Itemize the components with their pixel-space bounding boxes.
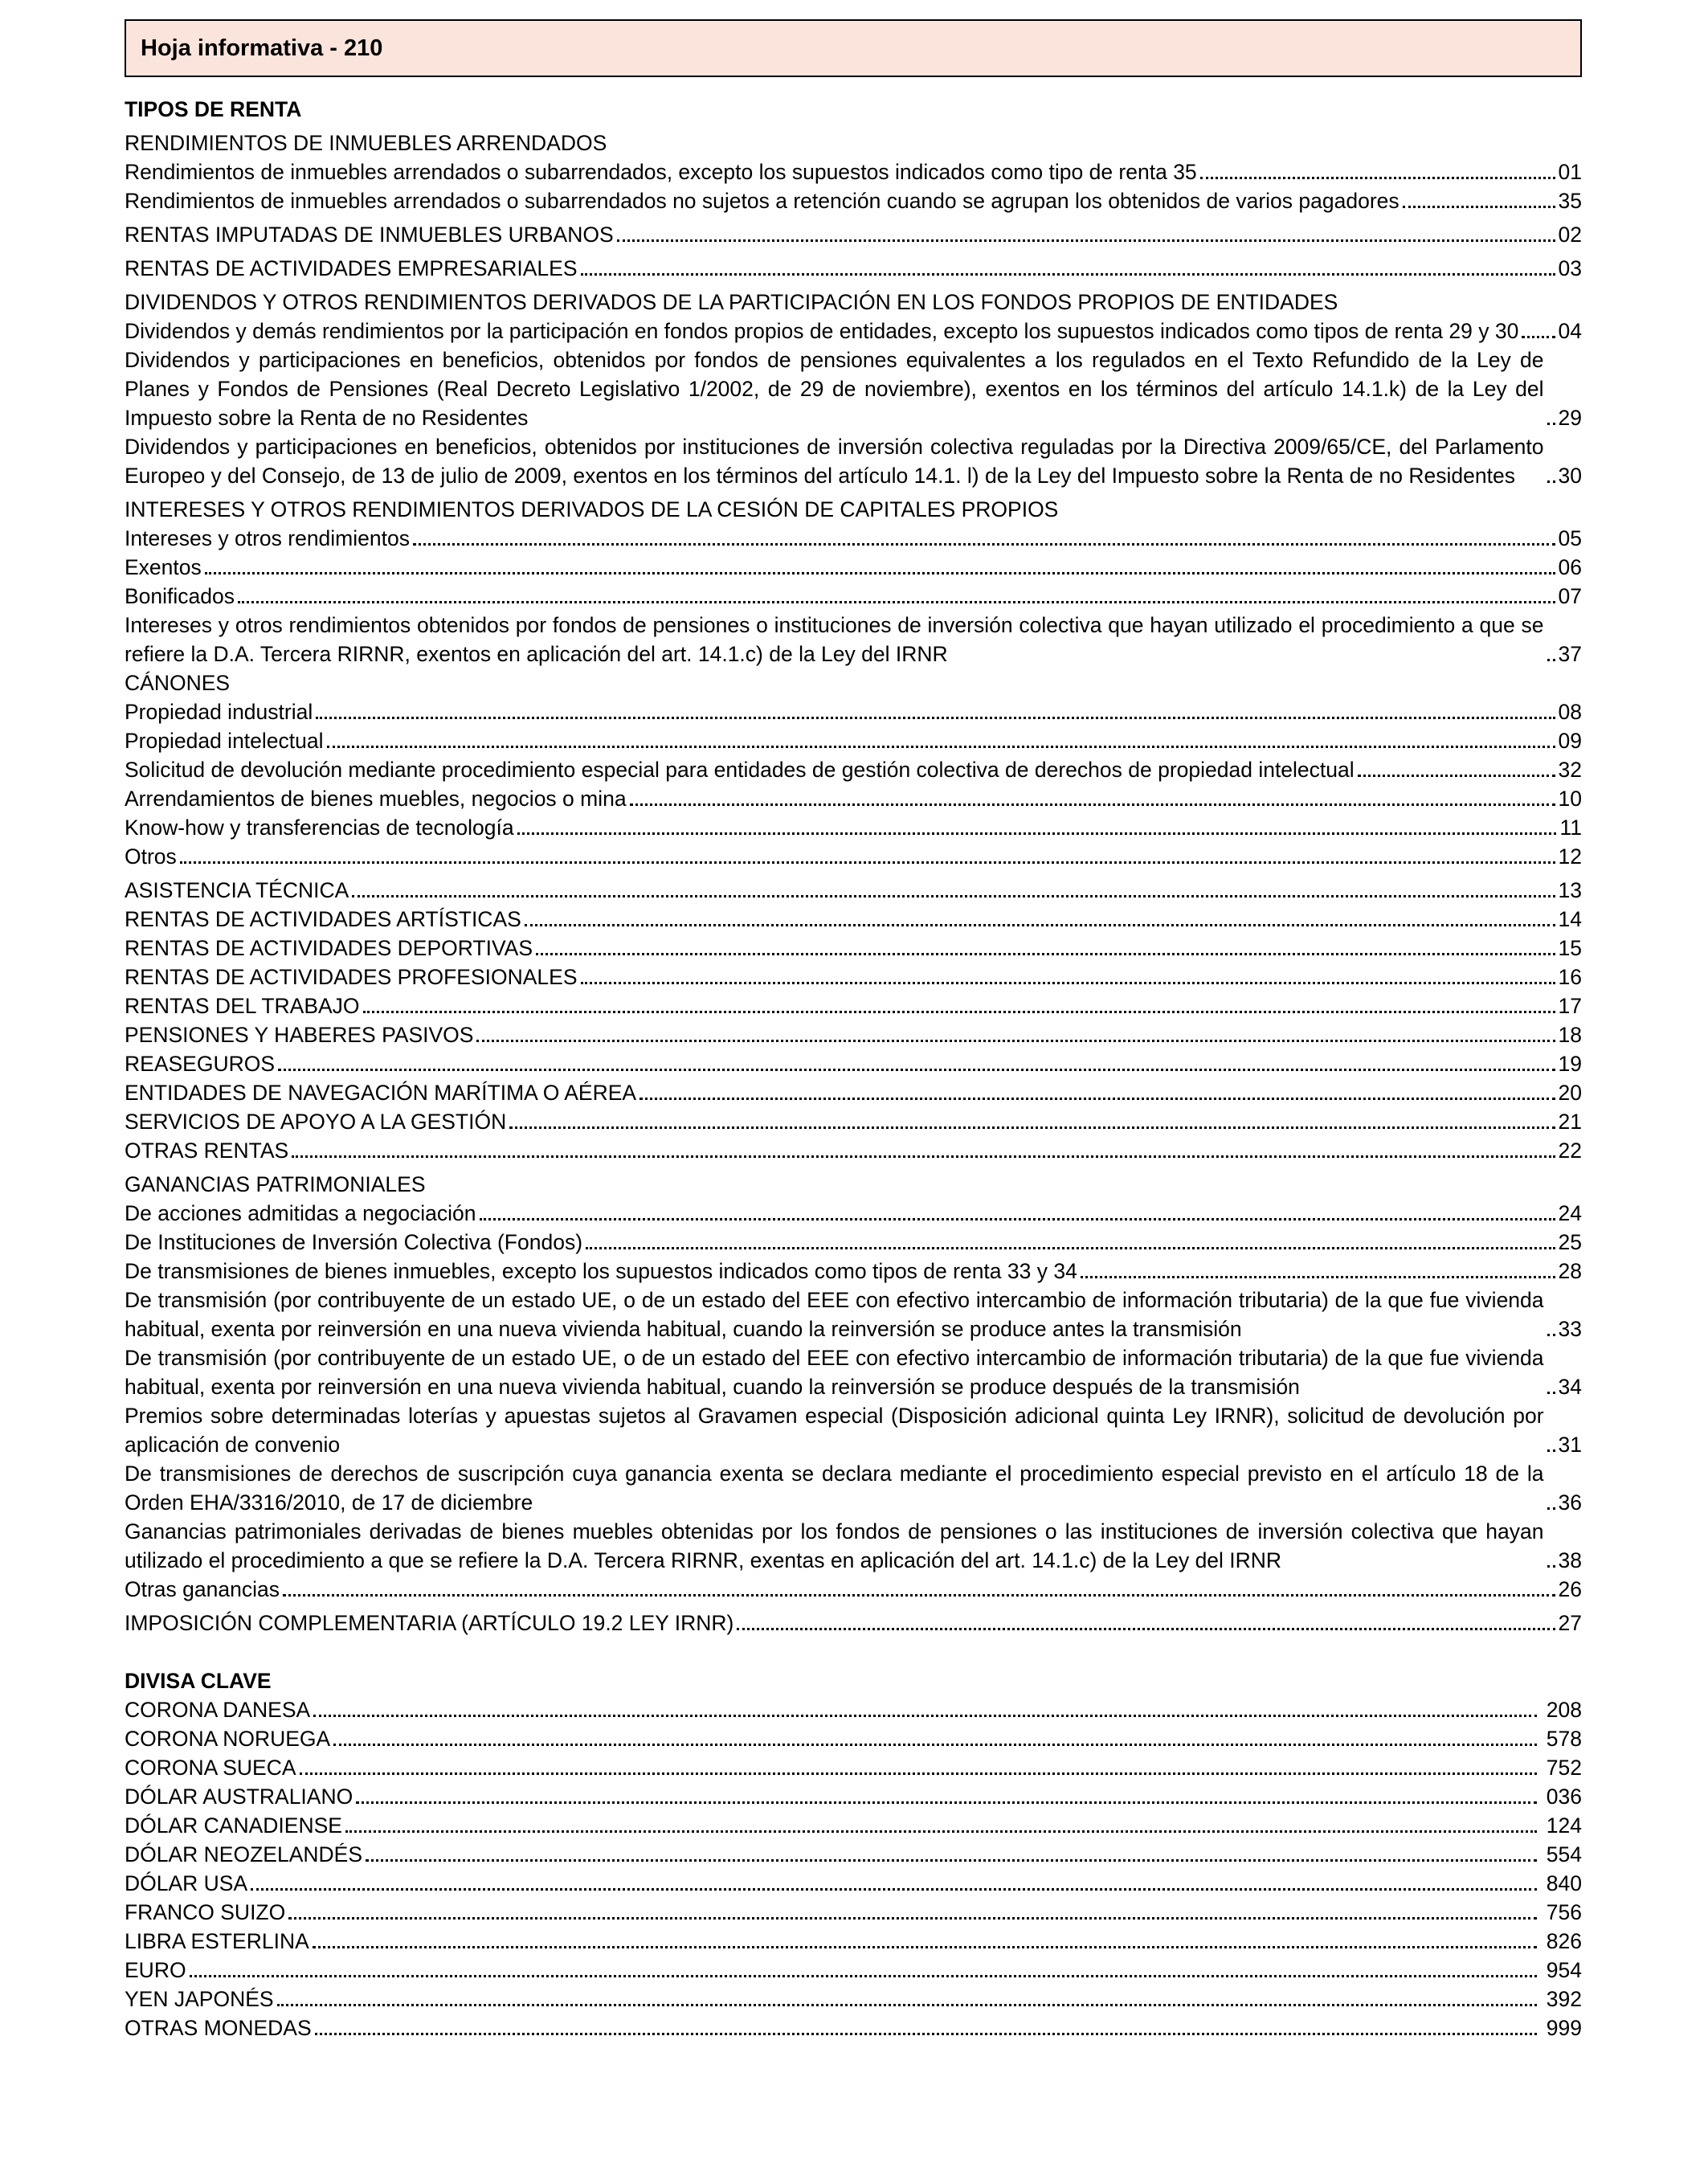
dot-leader (1547, 423, 1555, 425)
income-type-row (125, 220, 1582, 249)
dot-leader (180, 861, 1555, 864)
dot-leader (517, 832, 1557, 835)
income-type-row (125, 1609, 1582, 1637)
income-type-code: 10 (1558, 787, 1582, 811)
income-type-code: 30 (1558, 464, 1582, 488)
currency-name: CORONA SUECA (125, 1756, 296, 1780)
dot-leader (363, 1011, 1555, 1013)
income-type-row (125, 157, 1582, 186)
income-type-row (125, 963, 1582, 991)
income-type-code: 15 (1558, 936, 1582, 960)
currency-row (125, 1898, 1582, 1927)
income-type-label: De transmisiones de bienes inmuebles, excepto los supuestos indicados como tipos de renta 33 y 34 (125, 1259, 1077, 1283)
income-type-code: 05 (1558, 526, 1582, 550)
income-type-label: Rendimientos de inmuebles arrendados o subarrendados no sujetos a retención cuando se agrupan los obtenidos de varios pagadores (125, 189, 1399, 213)
dot-leader (480, 1218, 1555, 1220)
dot-leader (1358, 775, 1555, 777)
income-type-row (125, 1228, 1582, 1257)
category-heading: GANANCIAS PATRIMONIALES (125, 1172, 426, 1196)
currency-row (125, 1869, 1582, 1898)
income-type-row (125, 1401, 1582, 1459)
income-type-code: 19 (1558, 1052, 1582, 1076)
dot-leader (413, 543, 1555, 546)
dot-leader (1547, 659, 1555, 661)
dot-leader (1547, 1507, 1555, 1510)
income-type-label: Propiedad industrial (125, 700, 313, 724)
income-type-code: 16 (1558, 965, 1582, 989)
currency-code: 999 (1546, 2016, 1582, 2040)
income-type-label: RENTAS DE ACTIVIDADES DEPORTIVAS (125, 936, 533, 960)
income-type-code: 32 (1558, 758, 1582, 782)
income-type-code: 28 (1558, 1259, 1582, 1283)
dot-leader (1547, 1565, 1555, 1568)
income-type-code: 31 (1558, 1433, 1582, 1457)
income-type-label: Otros (125, 844, 177, 869)
dot-leader (617, 239, 1555, 242)
dot-leader (525, 924, 1555, 926)
income-type-label: Intereses y otros rendimientos obtenidos por fondos de pensiones o instituciones de inversión colectiva que hayan utilizado el procedimiento a que se refiere la D.A. Tercera RIRNR, exentos en aplicación del art. 14.1.c) de la Ley del IRNR (125, 613, 1544, 666)
header-box (125, 19, 1582, 77)
income-type-row (125, 842, 1582, 871)
currency-row (125, 1753, 1582, 1782)
income-type-label: Dividendos y demás rendimientos por la participación en fondos propios de entidades, excepto los supuestos indicados como tipos de renta 29 y 30 (125, 319, 1519, 343)
currency-row (125, 1782, 1582, 1811)
divisa-list (125, 1695, 1582, 2042)
category-heading: CÁNONES (125, 671, 231, 695)
dot-leader (315, 2033, 1537, 2035)
dot-leader (630, 803, 1555, 806)
income-type-row (125, 524, 1582, 553)
dot-leader (345, 1830, 1537, 1833)
dot-leader (251, 1888, 1537, 1891)
income-type-code: 18 (1558, 1023, 1582, 1047)
income-type-row (125, 1078, 1582, 1107)
income-type-label: IMPOSICIÓN COMPLEMENTARIA (ARTÍCULO 19.2 LEY IRNR) (125, 1611, 734, 1635)
currency-code: 578 (1546, 1727, 1582, 1751)
income-type-code: 34 (1558, 1375, 1582, 1399)
dot-leader (737, 1628, 1555, 1630)
income-type-label: Otras ganancias (125, 1577, 280, 1601)
income-type-code: 27 (1558, 1611, 1582, 1635)
income-type-code: 26 (1558, 1577, 1582, 1601)
income-type-code: 01 (1558, 160, 1582, 184)
dot-leader (1547, 1449, 1555, 1452)
income-type-row (125, 254, 1582, 283)
renta-list (125, 129, 1582, 1637)
income-type-row (125, 813, 1582, 842)
dot-leader (278, 1069, 1555, 1071)
income-type-row (125, 784, 1582, 813)
currency-code: 840 (1546, 1871, 1582, 1895)
income-type-code: 07 (1558, 584, 1582, 608)
income-type-label: Premios sobre determinadas loterías y apuestas sujetos al Gravamen especial (Disposición adicional quinta Ley IRNR), solicitud de devolución por aplicación de convenio (125, 1404, 1544, 1457)
income-type-row (125, 582, 1582, 611)
dot-leader (333, 1744, 1537, 1746)
dot-leader (292, 1155, 1555, 1158)
income-type-code: 37 (1558, 642, 1582, 666)
income-type-row (125, 726, 1582, 755)
dot-leader (288, 1917, 1537, 1920)
income-type-label: RENTAS DE ACTIVIDADES ARTÍSTICAS (125, 907, 521, 931)
category-heading: DIVIDENDOS Y OTROS RENDIMIENTOS DERIVADOS DE LA PARTICIPACIÓN EN LOS FONDOS PROPIOS DE ENTIDADES (125, 290, 1338, 314)
income-type-label: Dividendos y participaciones en beneficios, obtenidos por fondos de pensiones equivalentes a los regulados en el Texto Refundido de la Ley de Planes y Fondos de Pensiones (Real Decreto Legislativo 1/2002, de 29 de noviembre), exentos en los términos del artículo 14.1.k) de la Ley del Impuesto sobre la Renta de no Residentes (125, 348, 1544, 430)
currency-name: YEN JAPONÉS (125, 1987, 274, 2011)
income-type-code: 20 (1558, 1081, 1582, 1105)
dot-leader (586, 1247, 1555, 1249)
dot-leader (356, 1801, 1537, 1804)
income-type-code: 24 (1558, 1201, 1582, 1225)
currency-code: 392 (1546, 1987, 1582, 2011)
income-type-row (125, 186, 1582, 215)
currency-code: 124 (1546, 1813, 1582, 1838)
income-type-label: Dividendos y participaciones en beneficios, obtenidos por instituciones de inversión colectiva reguladas por la Directiva 2009/65/CE, del Parlamento Europeo y del Consejo, de 13 de julio de 2009, exentos en los términos del artículo 14.1. l) de la Ley del Impuesto sobre la Renta de no Residentes (125, 435, 1544, 488)
currency-row (125, 1811, 1582, 1840)
income-type-row (125, 755, 1582, 784)
income-type-code: 04 (1558, 319, 1582, 343)
income-type-row (125, 1459, 1582, 1517)
spacer (125, 1637, 1582, 1666)
currency-row (125, 2014, 1582, 2042)
income-type-label: De transmisión (por contribuyente de un estado UE, o de un estado del EEE con efectivo intercambio de información tributaria) de la que fue vivienda habitual, exenta por reinversión en una nueva vivienda habitual, cuando la reinversión se produce después de la transmisión (125, 1346, 1544, 1399)
income-type-row (125, 1257, 1582, 1286)
document-title: Hoja informativa - 210 (141, 35, 383, 61)
income-type-label: ENTIDADES DE NAVEGACIÓN MARÍTIMA O AÉREA (125, 1081, 637, 1105)
income-type-label: RENTAS DE ACTIVIDADES PROFESIONALES (125, 965, 578, 989)
income-type-code: 13 (1558, 878, 1582, 902)
income-type-code: 35 (1558, 189, 1582, 213)
income-type-row (125, 345, 1582, 432)
currency-name: DÓLAR USA (125, 1871, 248, 1895)
currency-row (125, 1956, 1582, 1985)
income-type-label: REASEGUROS (125, 1052, 276, 1076)
currency-name: LIBRA ESTERLINA (125, 1929, 309, 1953)
dot-leader (1547, 1392, 1555, 1394)
income-type-code: 17 (1558, 994, 1582, 1018)
section-title-divisa-clave: DIVISA CLAVE (125, 1669, 272, 1693)
income-type-code: 38 (1558, 1548, 1582, 1572)
dot-leader (536, 953, 1555, 955)
currency-name: FRANCO SUIZO (125, 1900, 286, 1924)
currency-name: DÓLAR CANADIENSE (125, 1813, 342, 1838)
income-type-label: De transmisión (por contribuyente de un estado UE, o de un estado del EEE con efectivo intercambio de información tributaria) de la que fue vivienda habitual, exenta por reinversión en una nueva vivienda habitual, cuando la reinversión se produce antes la transmisión (125, 1288, 1544, 1341)
currency-code: 756 (1546, 1900, 1582, 1924)
income-type-row (125, 432, 1582, 490)
dot-leader (509, 1126, 1555, 1129)
income-type-row (125, 934, 1582, 963)
income-type-row (125, 1107, 1582, 1136)
currency-name: EURO (125, 1958, 186, 1982)
income-type-row (125, 1286, 1582, 1343)
income-type-row (125, 611, 1582, 668)
dot-leader (352, 895, 1555, 897)
income-type-row (125, 697, 1582, 726)
dot-leader (283, 1594, 1555, 1597)
income-type-label: De acciones admitidas a negociación (125, 1201, 476, 1225)
income-type-label: Ganancias patrimoniales derivadas de bienes muebles obtenidas por los fondos de pensiones o las instituciones de inversión colectiva que hayan utilizado el procedimiento a que se refiere la D.A. Tercera RIRNR, exentas en aplicación del art. 14.1.c) de la Ley del IRNR (125, 1519, 1544, 1572)
income-type-label: SERVICIOS DE APOYO A LA GESTIÓN (125, 1110, 507, 1134)
income-type-label: Intereses y otros rendimientos (125, 526, 410, 550)
currency-row (125, 1985, 1582, 2014)
income-type-code: 06 (1558, 555, 1582, 579)
income-type-row (125, 1575, 1582, 1604)
income-type-code: 21 (1558, 1110, 1582, 1134)
income-type-label: PENSIONES Y HABERES PASIVOS (125, 1023, 474, 1047)
currency-code: 554 (1546, 1842, 1582, 1866)
dot-leader (327, 746, 1555, 748)
dot-leader (1522, 336, 1555, 338)
dot-leader (300, 1772, 1537, 1775)
dot-leader (1547, 480, 1555, 483)
income-type-label: OTRAS RENTAS (125, 1139, 289, 1163)
income-type-code: 12 (1558, 844, 1582, 869)
currency-row (125, 1695, 1582, 1724)
currency-code: 752 (1546, 1756, 1582, 1780)
dot-leader (1081, 1276, 1555, 1278)
income-type-code: 11 (1559, 816, 1582, 840)
income-type-code: 14 (1558, 907, 1582, 931)
income-type-code: 08 (1558, 700, 1582, 724)
section-title-tipos-renta: TIPOS DE RENTA (125, 97, 302, 121)
dot-leader (190, 1975, 1537, 1977)
dot-leader (1547, 1334, 1555, 1336)
income-type-label: Arrendamientos de bienes muebles, negocios o mina (125, 787, 627, 811)
income-type-row (125, 553, 1582, 582)
dot-leader (313, 1715, 1537, 1717)
income-type-code: 22 (1558, 1139, 1582, 1163)
currency-code: 826 (1546, 1929, 1582, 1953)
dot-leader (316, 717, 1555, 719)
income-type-label: RENTAS DEL TRABAJO (125, 994, 360, 1018)
income-type-label: Propiedad intelectual (125, 729, 324, 753)
currency-row (125, 1840, 1582, 1869)
income-type-code: 03 (1558, 256, 1582, 280)
currency-code: 954 (1546, 1958, 1582, 1982)
currency-code: 036 (1546, 1785, 1582, 1809)
income-type-row (125, 1343, 1582, 1401)
income-type-label: Exentos (125, 555, 202, 579)
income-type-row (125, 1136, 1582, 1165)
income-type-row (125, 1199, 1582, 1228)
income-type-label: Solicitud de devolución mediante procedimiento especial para entidades de gestión colectiva de derechos de propiedad intelectual (125, 758, 1355, 782)
income-type-code: 25 (1558, 1230, 1582, 1254)
income-type-code: 09 (1558, 729, 1582, 753)
dot-leader (1403, 206, 1555, 208)
currency-code: 208 (1546, 1698, 1582, 1722)
income-type-label: RENTAS DE ACTIVIDADES EMPRESARIALES (125, 256, 578, 280)
income-type-label: ASISTENCIA TÉCNICA (125, 878, 349, 902)
income-type-row (125, 991, 1582, 1020)
currency-row (125, 1927, 1582, 1956)
income-type-label: De transmisiones de derechos de suscripción cuya ganancia exenta se declara mediante el procedimiento especial previsto en el artículo 18 de la Orden EHA/3316/2010, de 17 de diciembre (125, 1462, 1544, 1515)
currency-name: CORONA NORUEGA (125, 1727, 331, 1751)
income-type-label: RENTAS IMPUTADAS DE INMUEBLES URBANOS (125, 223, 614, 247)
dot-leader (581, 982, 1555, 984)
income-type-code: 02 (1558, 223, 1582, 247)
dot-leader (205, 572, 1555, 574)
dot-leader (238, 601, 1555, 603)
dot-leader (1200, 177, 1555, 179)
income-type-label: Know-how y transferencias de tecnología (125, 816, 514, 840)
currency-name: DÓLAR AUSTRALIANO (125, 1785, 353, 1809)
income-type-label: Bonificados (125, 584, 235, 608)
income-type-row (125, 317, 1582, 345)
currency-name: CORONA DANESA (125, 1698, 311, 1722)
dot-leader (581, 273, 1555, 276)
income-type-row (125, 905, 1582, 934)
dot-leader (476, 1040, 1555, 1042)
income-type-row (125, 1517, 1582, 1575)
income-type-code: 33 (1558, 1317, 1582, 1341)
income-type-row (125, 876, 1582, 905)
category-heading: INTERESES Y OTROS RENDIMIENTOS DERIVADOS DE LA CESIÓN DE CAPITALES PROPIOS (125, 497, 1059, 521)
currency-name: OTRAS MONEDAS (125, 2016, 312, 2040)
dot-leader (639, 1098, 1555, 1100)
dot-leader (366, 1859, 1537, 1862)
currency-name: DÓLAR NEOZELANDÉS (125, 1842, 362, 1866)
income-type-label: De Instituciones de Inversión Colectiva (Fondos) (125, 1230, 583, 1254)
dot-leader (277, 2004, 1537, 2006)
dot-leader (313, 1946, 1537, 1948)
income-type-row (125, 1049, 1582, 1078)
income-type-label: Rendimientos de inmuebles arrendados o subarrendados, excepto los supuestos indicados como tipo de renta 35 (125, 160, 1197, 184)
document-content (125, 95, 1582, 2042)
income-type-code: 29 (1558, 406, 1582, 430)
income-type-code: 36 (1558, 1490, 1582, 1515)
currency-row (125, 1724, 1582, 1753)
category-heading: RENDIMIENTOS DE INMUEBLES ARRENDADOS (125, 131, 607, 155)
income-type-row (125, 1020, 1582, 1049)
